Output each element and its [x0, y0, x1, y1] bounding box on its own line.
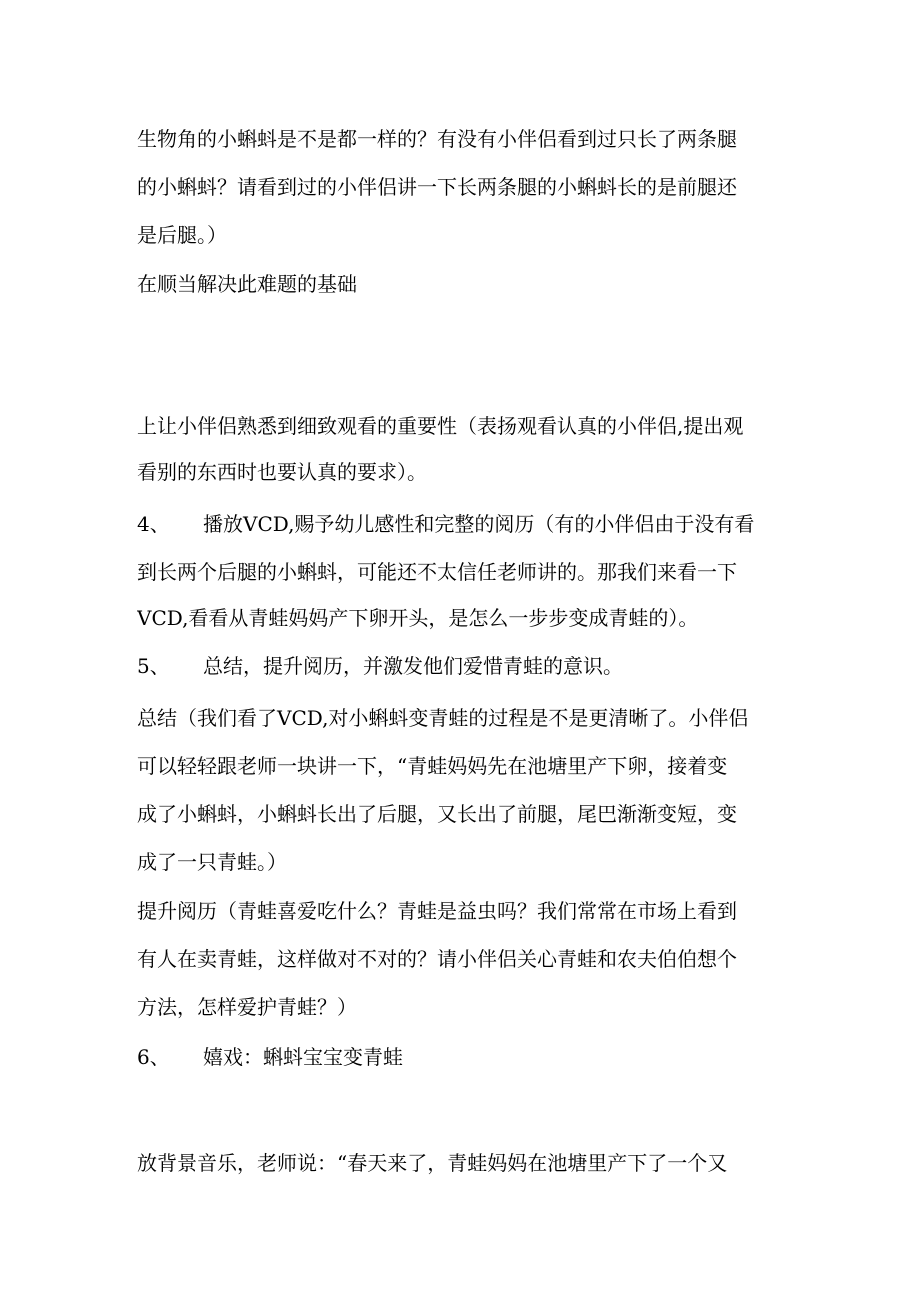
paragraph-line: VCD,看看从青蛙妈妈产下卵开头，是怎么一步步变成青蛙的）。 — [137, 606, 699, 630]
paragraph-line: 总结（我们看了VCD,对小蝌蚪变青蛙的过程是不是更清晰了。小伴侣 — [137, 706, 749, 730]
paragraph-line: 有人在卖青蛙，这样做对不对的？请小伴侣关心青蛙和农夫伯伯想个 — [137, 947, 737, 971]
paragraph-line: 方法，怎样爱护青蛙？） — [137, 995, 357, 1019]
paragraph-line: 看别的东西时也要认真的要求）。 — [137, 460, 427, 484]
list-item-text: 播放VCD,赐予幼儿感性和完整的阅历（有的小伴侣由于没有看 — [203, 512, 755, 536]
paragraph-line: 在顺当解决此难题的基础 — [137, 272, 357, 296]
list-item-5 — [137, 652, 797, 680]
paragraph-line: 的小蝌蚪？请看到过的小伴侣讲一下长两条腿的小蝌蚪长的是前腿还 — [137, 175, 737, 199]
list-item-text: 总结，提升阅历，并激发他们爱惜青蛙的意识。 — [203, 654, 623, 678]
paragraph-line: 是后腿。） — [137, 223, 227, 247]
paragraph-line: 成了小蝌蚪，小蝌蚪长出了后腿，又长出了前腿，尾巴渐渐变短，变 — [137, 802, 737, 826]
paragraph-line: 放背景音乐，老师说：“春天来了，青蛙妈妈在池塘里产下了一个又 — [137, 1151, 728, 1175]
paragraph-line: 上让小伴侣熟悉到细致观看的重要性（表扬观看认真的小伴侣,提出观 — [137, 414, 744, 438]
list-item-text: 嬉戏：蝌蚪宝宝变青蛙 — [203, 1045, 403, 1069]
paragraph-line: 生物角的小蝌蚪是不是都一样的？有没有小伴侣看到过只长了两条腿 — [137, 127, 737, 151]
paragraph-line: 成了一只青蛙。） — [137, 850, 287, 874]
paragraph-line: 到长两个后腿的小蝌蚪，可能还不太信任老师讲的。那我们来看一下 — [137, 560, 737, 584]
list-item-number: 5、 — [137, 654, 170, 678]
list-item-number: 4、 — [137, 512, 170, 536]
paragraph-line: 提升阅历（青蛙喜爱吃什么？青蛙是益虫吗？我们常常在市场上看到 — [137, 899, 737, 923]
list-item-4 — [137, 510, 797, 538]
paragraph-line: 可以轻轻跟老师一块讲一下，“青蛙妈妈先在池塘里产下卵，接着变 — [137, 754, 728, 778]
list-item-6 — [137, 1043, 797, 1071]
list-item-number: 6、 — [137, 1045, 170, 1069]
